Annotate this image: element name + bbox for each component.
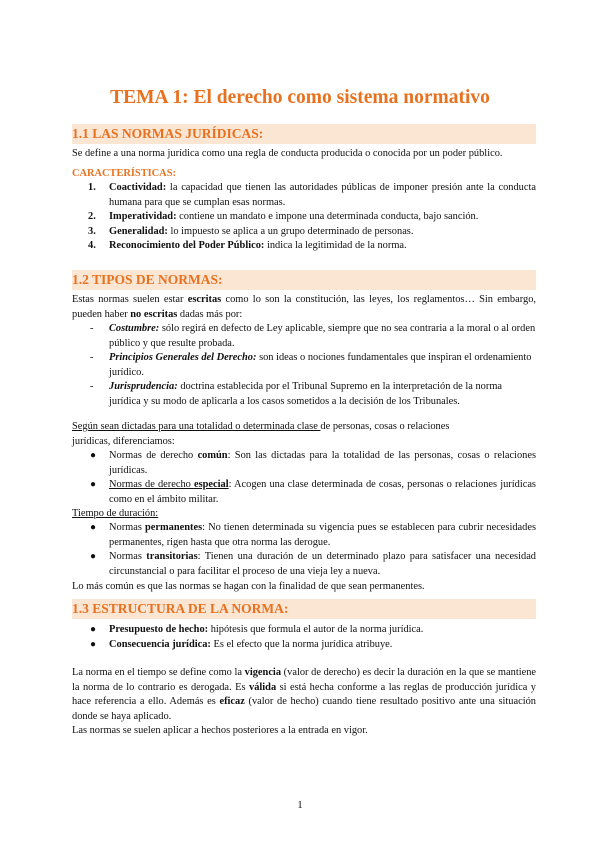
tiempo-title: Tiempo de duración: xyxy=(72,508,159,519)
text-run: como lo son la constitución, las leyes, los reglamentos… Sin embargo, pueden haber xyxy=(72,294,536,320)
aplicacion-note: Las normas se suelen aplicar a hechos posteriores a la entrada en vigor. xyxy=(72,725,368,736)
item-term: especial xyxy=(193,479,229,490)
text-run: (valor de hecho) cuando tiene resultado positivo ante una situación donde se haya aplicado. xyxy=(72,696,536,722)
text-run: La norma en el tiempo se define como la xyxy=(72,667,245,678)
term-valida: válida xyxy=(249,681,277,693)
bullet-icon: ● xyxy=(90,624,97,635)
item-term: Imperatividad: xyxy=(109,211,177,222)
item-number: 4. xyxy=(88,240,96,251)
vigencia-paragraph xyxy=(72,666,536,724)
dash-marker: - xyxy=(90,323,94,334)
caracteristicas-title: CARACTERÍSTICAS: xyxy=(72,168,176,179)
item-text: sólo regirá en defecto de Ley aplicable, siempre que no sea contraria a la moral o al orden público y que resulte probada. xyxy=(109,323,536,349)
normas-definition: Se define a una norma jurídica como una regla de conducta producida o conocida por un poder público. xyxy=(72,148,503,159)
term-eficaz: eficaz xyxy=(219,696,245,707)
section-heading-normas: 1.1 LAS NORMAS JURÍDICAS: xyxy=(72,124,536,144)
item-text: lo impuesto se aplica a un grupo determinado de personas. xyxy=(167,225,414,237)
document-title: TEMA 1: El derecho como sistema normativo xyxy=(110,87,490,108)
text-run: (valor de derecho) es decir la duración en la que se mantiene la norma de lo contrario es derogada. Es xyxy=(72,667,537,693)
text-run: : Tienen una duración de un determinado plazo para satisfacer una necesidad circunstancial o para facilitar el proceso de una vieja ley a nueva. xyxy=(109,551,536,577)
list-item xyxy=(72,521,536,550)
item-number: 1. xyxy=(88,182,96,193)
list-item xyxy=(72,210,536,225)
item-number: 3. xyxy=(88,225,96,237)
text-run: Normas de derecho xyxy=(109,479,194,490)
list-item xyxy=(72,225,536,240)
list-item xyxy=(72,550,536,579)
tipos-intro xyxy=(72,293,536,322)
item-text: la capacidad que tienen las autoridades públicas de imponer presión ante la conducta humana para que se cumplan esas normas. xyxy=(109,182,536,208)
item-term: permanentes xyxy=(144,522,203,533)
bullet-icon: ● xyxy=(90,638,97,650)
item-text: indica la legitimidad de la norma. xyxy=(264,240,407,251)
term-no-escritas: no escritas xyxy=(130,308,178,320)
estructura-list xyxy=(72,623,536,652)
text-run: : No tienen determinada su vigencia pues se establecen para cubrir necesidades permanentes, rigen hasta que otra norma las derogue. xyxy=(109,522,537,548)
caracteristicas-list xyxy=(72,181,536,254)
list-item xyxy=(72,181,536,210)
totalidad-intro xyxy=(72,420,472,449)
text-run: dadas más por: xyxy=(177,308,243,320)
page-number: 1 xyxy=(297,799,303,811)
item-text: doctrina establecida por el Tribunal Supremo en la interpretación de la norma jurídica y su modo de aplicarla a los casos sometidos a la decisión de los Tribunales. xyxy=(109,381,503,407)
tiempo-list xyxy=(72,521,536,579)
section-heading-tipos: 1.2 TIPOS DE NORMAS: xyxy=(72,270,536,290)
bullet-icon: ● xyxy=(90,479,97,490)
item-text: hipótesis que formula el autor de la norma jurídica. xyxy=(208,624,424,635)
item-text: contiene un mandato e impone una determinada conducta, bajo sanción. xyxy=(176,211,479,222)
list-item xyxy=(72,322,536,351)
list-item xyxy=(72,638,536,653)
totalidad-list xyxy=(72,449,536,507)
term-escritas: escritas xyxy=(187,294,222,305)
comun-note: Lo más común es que las normas se hagan con la finalidad de que sean permanentes. xyxy=(72,581,425,592)
list-item xyxy=(72,478,536,507)
text-run: de personas, cosas o relaciones jurídicas, diferenciamos: xyxy=(72,421,450,447)
bullet-icon: ● xyxy=(90,450,97,461)
item-term: común xyxy=(197,450,228,461)
list-item xyxy=(72,351,536,380)
bullet-icon: ● xyxy=(90,551,97,562)
text-run: Estas normas suelen estar xyxy=(72,294,188,305)
item-text: Es el efecto que la norma jurídica atribuye. xyxy=(210,638,393,650)
text-run: Normas xyxy=(109,522,145,533)
list-item xyxy=(72,449,536,478)
item-term: Principios Generales del Derecho: xyxy=(109,352,257,363)
bullet-icon: ● xyxy=(90,522,97,533)
section-heading-estructura: 1.3 ESTRUCTURA DE LA NORMA: xyxy=(72,599,536,619)
dash-marker: - xyxy=(90,352,94,363)
item-number: 2. xyxy=(88,211,96,222)
item-term: Generalidad: xyxy=(109,225,168,237)
list-item xyxy=(72,380,536,409)
item-term: Consecuencia jurídica: xyxy=(109,638,211,650)
item-term: Coactividad: xyxy=(109,182,167,193)
term-vigencia: vigencia xyxy=(244,667,282,678)
no-escritas-list xyxy=(72,322,536,409)
text-run: Normas de derecho xyxy=(109,450,198,461)
item-term: transitorias xyxy=(146,551,198,562)
text-run: si está hecha conforme a las reglas de producción jurídica y hace referencia a ello. Además es xyxy=(72,681,536,707)
item-term: Jurisprudencia: xyxy=(109,381,178,392)
item-term: Presupuesto de hecho: xyxy=(109,624,209,635)
underlined-text: Según sean dictadas para una totalidad o determinada clase xyxy=(72,421,321,432)
item-term: Costumbre: xyxy=(109,323,160,334)
dash-marker: - xyxy=(90,381,94,392)
list-item xyxy=(72,239,536,254)
list-item xyxy=(72,623,536,638)
text-run: Normas xyxy=(109,551,147,562)
text-run: : Son las dictadas para la totalidad de las personas, cosas o relaciones jurídicas. xyxy=(109,450,536,476)
item-text: son ideas o nociones fundamentales que inspiran el ordenamiento jurídico. xyxy=(109,352,532,378)
text-run: : Acogen una clase determinada de cosas, personas o relaciones jurídicas como en el ámbito militar. xyxy=(109,479,536,505)
item-term: Reconocimiento del Poder Público: xyxy=(109,240,265,251)
